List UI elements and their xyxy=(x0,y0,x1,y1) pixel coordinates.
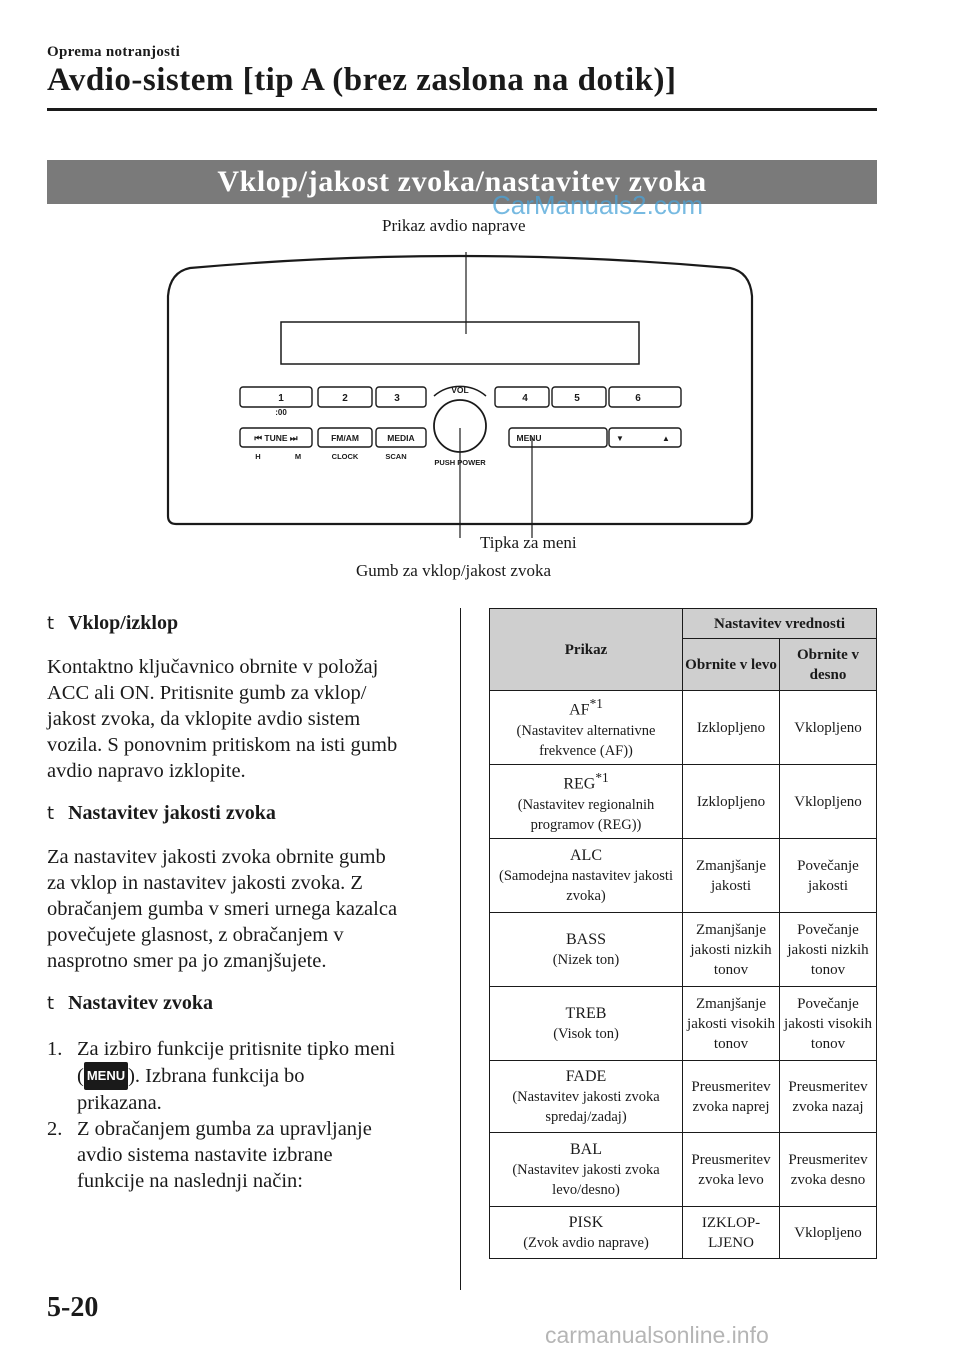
heading-sound: t Nastavitev zvoka xyxy=(47,992,214,1014)
watermark: CarManuals2.com xyxy=(492,190,703,220)
step-1: 1. Za izbiro funkcije pritisnite tipko meni ( MENU ). Izbrana funkcija bo prikazana. xyxy=(47,1038,396,1114)
header-right: Obrnite v desno xyxy=(780,639,877,691)
svg-text:SCAN: SCAN xyxy=(385,452,407,461)
svg-text::00: :00 xyxy=(275,408,287,417)
display-window xyxy=(281,322,639,364)
svg-text:M: M xyxy=(294,452,302,461)
volume-paragraph: Za nastavitev jakosti zvoka obrnite gumb za vklop in nastavitev jakosti zvoka. Z obračanjem gumba v smeri urnega kazalca povečujete glasnost, z obračanjem v nasprotno smer pa jo zmanjšujete. xyxy=(47,846,398,972)
button-5: 5 xyxy=(574,393,580,404)
callout-menu: Tipka za meni xyxy=(480,533,577,552)
footer-watermark: carmanualsonline.info xyxy=(545,1322,769,1348)
table-row: AF$^{*1}$ (Nastavitev alternativne frekvence (AF)) Izklopljeno Vklopljeno xyxy=(490,691,877,765)
column-divider xyxy=(460,608,461,1290)
table-row: PISK (Zvok avdio naprave) IZKLOP-LJENO Vklopljeno xyxy=(490,1207,877,1259)
heading-power: t Vklop/izklop xyxy=(47,612,179,634)
header-rule xyxy=(47,108,877,111)
heading-volume: t Nastavitev jakosti zvoka xyxy=(47,802,276,824)
fmam-button: FM/AM xyxy=(331,433,359,443)
banner-title: Vklop/jakost zvoka/nastavitev zvoka xyxy=(217,165,707,198)
header-value: Nastavitev vrednosti xyxy=(683,609,877,639)
menu-button: MENU xyxy=(516,433,542,443)
header-left: Obrnite v levo xyxy=(683,639,780,691)
tune-button: ⏮ TUNE ⏭ xyxy=(254,433,298,443)
callout-display: Prikaz avdio naprave xyxy=(382,216,526,235)
header-display: Prikaz xyxy=(490,609,683,691)
button-1: 1 xyxy=(278,393,284,404)
sound-settings-table xyxy=(489,608,877,1259)
button-3: 3 xyxy=(394,393,400,404)
chapter-title: Avdio-sistem [tip A (brez zaslona na dotik)] xyxy=(47,62,677,98)
audio-unit-diagram xyxy=(160,248,760,538)
vol-label: VOL xyxy=(451,385,469,395)
power-paragraph: Kontaktno ključavnico obrnite v položaj ACC ali ON. Pritisnite gumb za vklop/ jakost zvoka, da vklopite avdio sistem vozila. S ponovnim pritiskom na isti gumb avdio napravo izklopite. xyxy=(47,656,398,782)
push-power-label: PUSH POWER xyxy=(434,458,486,467)
table-row: TREB (Visok ton) Zmanjšanje jakosti visokih tonov Povečanje jakosti visokih tonov xyxy=(490,987,877,1061)
svg-text:H: H xyxy=(255,452,261,461)
section-label: Oprema notranjosti xyxy=(47,44,181,60)
step-2: 2. Z obračanjem gumba za upravljanje avdio sistema nastavite izbrane funkcije na naslednji način: xyxy=(47,1118,372,1192)
table-row: REG$^{*1}$ (Nastavitev regionalnih programov (REG)) Izklopljeno Vklopljeno xyxy=(490,765,877,839)
up-button: ▲ xyxy=(662,434,670,443)
media-button: MEDIA xyxy=(387,433,415,443)
svg-text:CLOCK: CLOCK xyxy=(331,452,359,461)
button-4: 4 xyxy=(522,393,528,404)
table-row: FADE (Nastavitev jakosti zvoka spredaj/zadaj) Preusmeritev zvoka naprej Preusmeritev zvoka nazaj xyxy=(490,1061,877,1133)
section-banner xyxy=(47,160,877,204)
down-button: ▼ xyxy=(616,434,624,443)
page-number: 5-20 xyxy=(47,1292,99,1323)
table-row: BAL (Nastavitev jakosti zvoka levo/desno) Preusmeritev zvoka levo Preusmeritev zvoka desno xyxy=(490,1133,877,1207)
table-row: ALC (Samodejna nastavitev jakosti zvoka) Zmanjšanje jakosti Povečanje jakosti xyxy=(490,839,877,913)
button-6: 6 xyxy=(635,393,641,404)
menu-key-icon: MENU xyxy=(84,1062,128,1090)
callout-knob: Gumb za vklop/jakost zvoka xyxy=(356,561,551,580)
table-row: BASS (Nizek ton) Zmanjšanje jakosti nizkih tonov Povečanje jakosti nizkih tonov xyxy=(490,913,877,987)
button-2: 2 xyxy=(342,393,348,404)
